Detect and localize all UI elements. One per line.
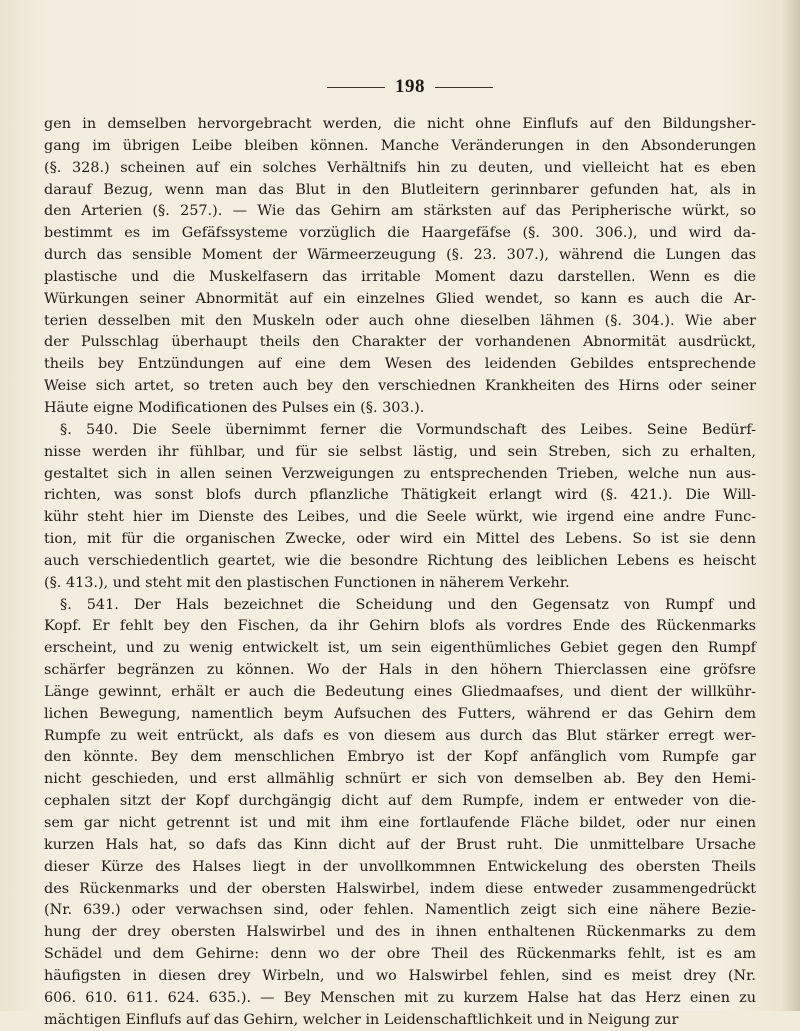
text-line: schärfer begränzen zu können. Wo der Hals in den höhern Thierclassen eine gröfsre	[44, 662, 756, 679]
text-line: auch verschiedentlich geartet, wie die besondre Richtung des leiblichen Lebens es heischt	[44, 552, 756, 569]
text-line: bestimmt es im Gefäfssysteme vorzüglich die Haargefäfse (§. 300. 306.), und wird da-	[44, 225, 756, 242]
text-line: nisse werden ihr fühlbar, und für sie selbst lästig, und sein Streben, sich zu erhalten,	[44, 443, 756, 460]
page-edge-shadow	[782, 0, 800, 1011]
text-line: nicht geschieden, und erst allmählig schnürt er sich von demselben ab. Bey den Hemi-	[44, 771, 756, 788]
text-line: der Pulsschlag überhaupt theils den Charakter der vorhandenen Abnormität ausdrückt,	[44, 334, 756, 351]
text-line: häufigsten in diesen drey Wirbeln, und wo Halswirbel fehlen, sind es meist drey (Nr.	[44, 967, 756, 984]
text-line: gestaltet sich in allen seinen Verzweigungen zu entsprechenden Trieben, welche nun aus-	[44, 465, 756, 482]
text-line: den Arterien (§. 257.). — Wie das Gehirn am stärksten auf das Peripherische würkt, so	[44, 203, 756, 220]
text-line: 606. 610. 611. 624. 635.). — Bey Menschen mit zu kurzem Halse hat das Herz einen zu	[44, 989, 756, 1006]
page-header	[310, 74, 510, 100]
text-line: (Nr. 639.) oder verwachsen sind, oder fehlen. Namentlich zeigt sich eine nähere Bezie-	[44, 902, 756, 919]
text-line: plastische und die Muskelfasern das irritable Moment dazu darstellen. Wenn es die	[44, 268, 756, 285]
text-line: kurzen Hals hat, so dafs das Kinn dicht auf der Brust ruht. Die unmittelbare Ursache	[44, 836, 756, 853]
text-line: hung der drey obersten Halswirbel und des in ihnen enthaltenen Rückenmarks zu dem	[44, 924, 756, 941]
text-line: (§. 413.), und steht mit den plastischen Functionen in näherem Verkehr.	[44, 574, 570, 591]
text-line: Weise sich artet, so treten auch bey den verschiednen Krankheiten des Hirns oder seiner	[44, 378, 756, 395]
text-line: richten, was sonst blofs durch pflanzliche Thätigkeit erlangt wird (§. 421.). Die Will-	[44, 487, 756, 504]
text-line: tion, mit für die organischen Zwecke, oder wird ein Mittel des Lebens. So ist sie denn	[44, 531, 756, 548]
text-line: Häute eigne Modificationen des Pulses ein (§. 303.).	[44, 399, 425, 416]
text-line: den könnte. Bey dem menschlichen Embryo ist der Kopf anfänglich vom Rumpfe gar	[44, 749, 756, 766]
text-line: darauf Bezug, wenn man das Blut in den Blutleitern gerinnbarer gefunden hat, als in	[44, 181, 756, 198]
text-line: Rumpfe zu weit entrückt, als dafs es von diesem aus durch das Blut stärker erregt wer-	[44, 727, 756, 744]
text-line: Kopf. Er fehlt bey den Fischen, da ihr Gehirn blofs als vordres Ende des Rückenmarks	[44, 618, 756, 635]
page-number: 198	[395, 76, 425, 97]
text-line: theils bey Entzündungen auf eine dem Wesen des leidenden Gebildes entsprechende	[44, 356, 756, 373]
text-line: Schädel und dem Gehirne: denn wo der obre Theil des Rückenmarks fehlt, ist es am	[44, 946, 756, 963]
text-line: des Rückenmarks und der obersten Halswirbel, indem diese entweder zusammengedrückt	[44, 880, 756, 897]
text-line: §. 541. Der Hals bezeichnet die Scheidung und den Gegensatz von Rumpf und	[60, 596, 756, 613]
text-line: (§. 328.) scheinen auf ein solches Verhältnifs hin zu deuten, und vielleicht hat es eben	[44, 159, 756, 176]
body-text	[44, 114, 756, 1031]
header-rule-right	[435, 87, 493, 88]
text-line: §. 540. Die Seele übernimmt ferner die Vormundschaft des Leibes. Seine Bedürf-	[60, 421, 756, 438]
text-line: gang im übrigen Leibe bleiben können. Manche Veränderungen in den Absonderungen	[44, 137, 756, 154]
text-line: kühr steht hier im Dienste des Leibes, und die Seele würkt, wie irgend eine andre Func-	[44, 509, 756, 526]
text-line: cephalen sitzt der Kopf durchgängig dicht auf dem Rumpfe, indem er entweder von die-	[44, 793, 756, 810]
text-line: erscheint, und zu wenig entwickelt ist, um sein eigenthümliches Gebiet gegen den Rumpf	[44, 640, 756, 657]
header-rule-left	[327, 87, 385, 88]
text-line: terien desselben mit den Muskeln oder auch ohne dieselben lähmen (§. 304.). Wie aber	[44, 312, 756, 329]
text-line: durch das sensible Moment der Wärmeerzeugung (§. 23. 307.), während die Lungen das	[44, 247, 756, 264]
text-line: Länge gewinnt, erhält er auch die Bedeutung eines Gliedmaafses, und dient der willkühr-	[44, 683, 756, 700]
text-line: dieser Kürze des Halses liegt in der unvollkommnen Entwickelung des obersten Theils	[44, 858, 756, 875]
text-line: gen in demselben hervorgebracht werden, die nicht ohne Einflufs auf den Bildungsher-	[44, 116, 756, 132]
text-line: mächtigen Einflufs auf das Gehirn, welcher in Leidenschaftlichkeit und in Neigung zur	[44, 1011, 679, 1028]
text-line: sem gar nicht getrennt ist und mit ihm eine fortlaufende Fläche bildet, oder nur einen	[44, 815, 756, 831]
text-line: Würkungen seiner Abnormität auf ein einzelnes Glied wendet, so kann es auch die Ar-	[44, 290, 756, 307]
text-line: lichen Bewegung, namentlich beym Aufsuchen des Futters, während er das Gehirn dem	[44, 705, 756, 722]
